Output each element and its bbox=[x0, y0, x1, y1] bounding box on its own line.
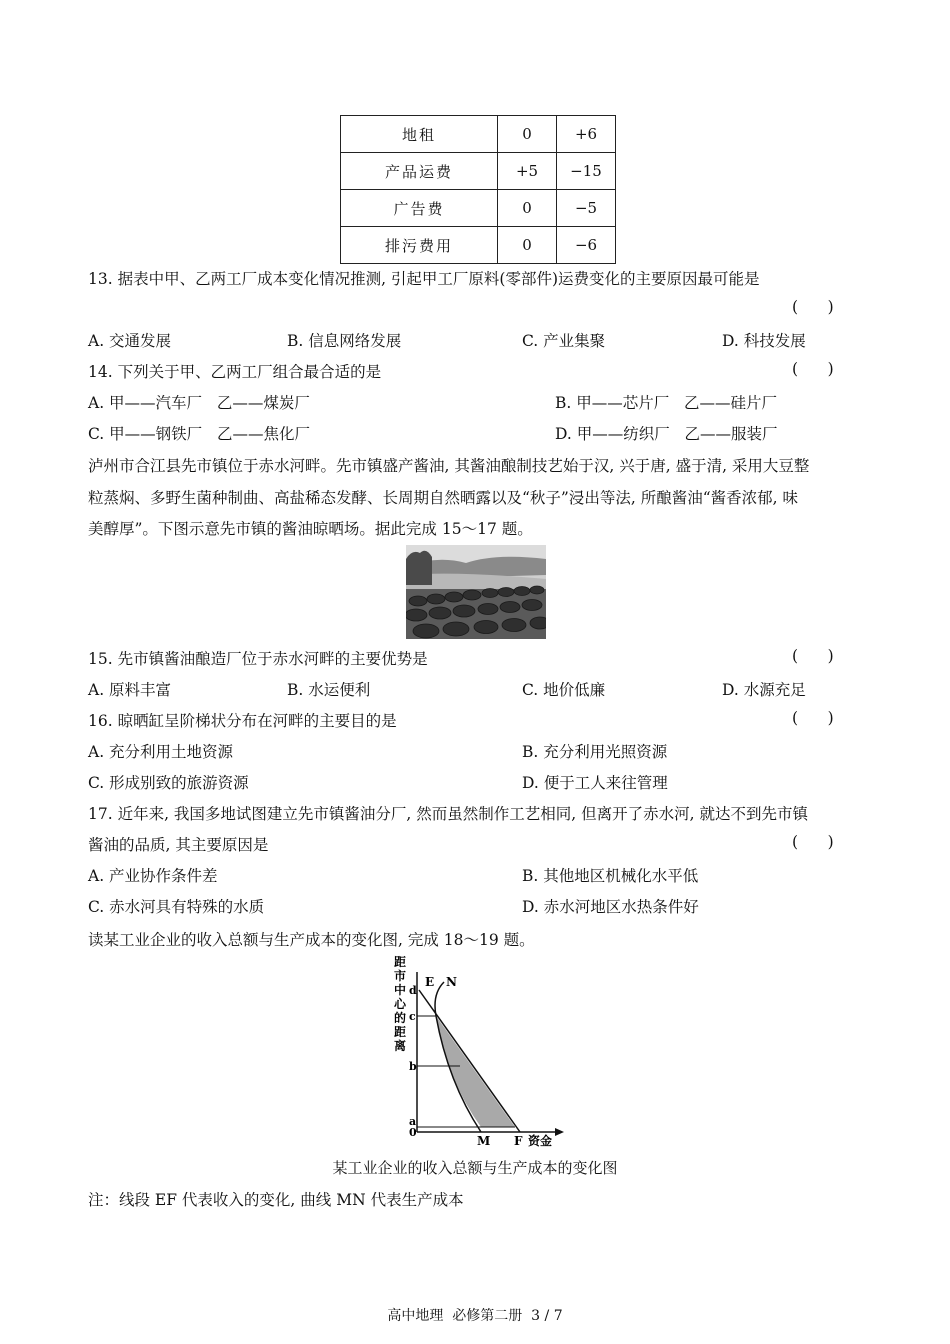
y-label-char: 的 bbox=[394, 1011, 407, 1025]
label-N: N bbox=[446, 975, 457, 989]
y-tick-c: c bbox=[409, 1010, 416, 1023]
profit-area bbox=[436, 1016, 515, 1127]
q14-stem: 14. 下列关于甲、乙两工厂组合最合适的是 bbox=[88, 363, 382, 381]
row-label: 产品运费 bbox=[341, 153, 498, 190]
q15-option-c[interactable]: C. 地价低廉 bbox=[522, 681, 606, 699]
table-row bbox=[341, 190, 616, 227]
q13-option-a[interactable]: A. 交通发展 bbox=[88, 332, 172, 350]
q15-option-b[interactable]: B. 水运便利 bbox=[287, 681, 371, 699]
y-label-char: 距 bbox=[394, 955, 407, 969]
row-label: 广告费 bbox=[341, 190, 498, 227]
cell-yi: −6 bbox=[557, 227, 616, 264]
passage-line-1: 泸州市合江县先市镇位于赤水河畔。先市镇盛产酱油, 其酱油酿制技艺始于汉, 兴于唐, 盛于清, 采用大豆整 bbox=[88, 457, 810, 475]
x-axis-label: 资金 bbox=[528, 1134, 553, 1148]
q14-option-c[interactable]: C. 甲——钢铁厂 乙——焦化厂 bbox=[88, 425, 310, 443]
q15-option-d[interactable]: D. 水源充足 bbox=[722, 681, 806, 699]
row-label: 地租 bbox=[341, 116, 498, 153]
origin-label: 0 bbox=[409, 1126, 417, 1139]
cell-yi: +6 bbox=[557, 116, 616, 153]
table-row bbox=[341, 227, 616, 264]
q17-option-d[interactable]: D. 赤水河地区水热条件好 bbox=[522, 898, 699, 916]
cost-table bbox=[340, 115, 616, 264]
revenue-cost-chart bbox=[380, 952, 580, 1156]
cell-yi: −15 bbox=[557, 153, 616, 190]
page-footer: 高中地理 必修第二册 3 / 7 bbox=[387, 1308, 563, 1324]
chart-svg bbox=[380, 952, 580, 1152]
soy-sauce-drying-field-photo bbox=[406, 545, 546, 639]
cell-jia: 0 bbox=[498, 190, 557, 227]
q16-option-d[interactable]: D. 便于工人来往管理 bbox=[522, 774, 668, 792]
cell-yi: −5 bbox=[557, 190, 616, 227]
q13-option-d[interactable]: D. 科技发展 bbox=[722, 332, 806, 350]
q13-option-c[interactable]: C. 产业集聚 bbox=[522, 332, 606, 350]
x-tick-M: M bbox=[477, 1134, 491, 1148]
q17-stem-line-2: 酱油的品质, 其主要原因是 bbox=[88, 836, 269, 854]
q16-option-c[interactable]: C. 形成别致的旅游资源 bbox=[88, 774, 249, 792]
q14-option-b[interactable]: B. 甲——芯片厂 乙——硅片厂 bbox=[555, 394, 778, 412]
y-label-char: 离 bbox=[394, 1039, 407, 1053]
chart-note: 注：线段 EF 代表收入的变化, 曲线 MN 代表生产成本 bbox=[88, 1191, 464, 1209]
q17-option-b[interactable]: B. 其他地区机械化水平低 bbox=[522, 867, 699, 885]
passage-18-19: 读某工业企业的收入总额与生产成本的变化图, 完成 18～19 题。 bbox=[88, 931, 535, 949]
row-label: 排污费用 bbox=[341, 227, 498, 264]
x-tick-F: F bbox=[514, 1134, 523, 1148]
y-tick-d: d bbox=[409, 984, 417, 997]
q13-stem: 13. 据表中甲、乙两工厂成本变化情况推测, 引起甲工厂原料(零部件)运费变化的主要原因最可能是 bbox=[88, 270, 760, 288]
x-axis-arrow-icon bbox=[555, 1128, 564, 1136]
y-label-char: 距 bbox=[394, 1025, 407, 1039]
y-axis-label bbox=[393, 954, 410, 1053]
revenue-line-EF bbox=[419, 990, 520, 1132]
label-E: E bbox=[425, 975, 435, 989]
q17-option-c[interactable]: C. 赤水河具有特殊的水质 bbox=[88, 898, 265, 916]
cell-jia: +5 bbox=[498, 153, 557, 190]
passage-line-3: 美醇厚”。下图示意先市镇的酱油晾晒场。据此完成 15～17 题。 bbox=[88, 520, 533, 538]
chart-caption: 某工业企业的收入总额与生产成本的变化图 bbox=[332, 1159, 618, 1177]
q16-answer-paren[interactable]: ( ) bbox=[792, 709, 834, 727]
q13-answer-paren[interactable]: ( ) bbox=[792, 298, 834, 316]
q16-option-a[interactable]: A. 充分利用土地资源 bbox=[88, 743, 234, 761]
y-tick-a: a bbox=[409, 1115, 417, 1128]
q14-answer-paren[interactable]: ( ) bbox=[792, 360, 834, 378]
q15-option-a[interactable]: A. 原料丰富 bbox=[88, 681, 172, 699]
q16-option-b[interactable]: B. 充分利用光照资源 bbox=[522, 743, 668, 761]
y-label-char: 中 bbox=[394, 983, 407, 997]
q14-option-a[interactable]: A. 甲——汽车厂 乙——煤炭厂 bbox=[88, 394, 310, 412]
y-label-char: 市 bbox=[394, 969, 407, 983]
q15-stem: 15. 先市镇酱油酿造厂位于赤水河畔的主要优势是 bbox=[88, 650, 428, 668]
q17-stem-line-1: 17. 近年来, 我国多地试图建立先市镇酱油分厂, 然而虽然制作工艺相同, 但离开了赤水河, 就达不到先市镇 bbox=[88, 805, 808, 823]
passage-line-2: 粒蒸焖、多野生菌种制曲、高盐稀态发酵、长周期自然晒露以及“秋子”浸出等法, 所酿酱油“酱香浓郁, 味 bbox=[88, 489, 798, 507]
q15-answer-paren[interactable]: ( ) bbox=[792, 647, 834, 665]
table-row bbox=[341, 153, 616, 190]
q17-option-a[interactable]: A. 产业协作条件差 bbox=[88, 867, 218, 885]
y-tick-b: b bbox=[409, 1060, 417, 1073]
cell-jia: 0 bbox=[498, 116, 557, 153]
q16-stem: 16. 晾晒缸呈阶梯状分布在河畔的主要目的是 bbox=[88, 712, 397, 730]
cell-jia: 0 bbox=[498, 227, 557, 264]
q17-answer-paren[interactable]: ( ) bbox=[792, 833, 834, 851]
q14-option-d[interactable]: D. 甲——纺织厂 乙——服装厂 bbox=[555, 425, 778, 443]
table-row bbox=[341, 116, 616, 153]
y-label-char: 心 bbox=[394, 997, 407, 1011]
q13-option-b[interactable]: B. 信息网络发展 bbox=[287, 332, 402, 350]
